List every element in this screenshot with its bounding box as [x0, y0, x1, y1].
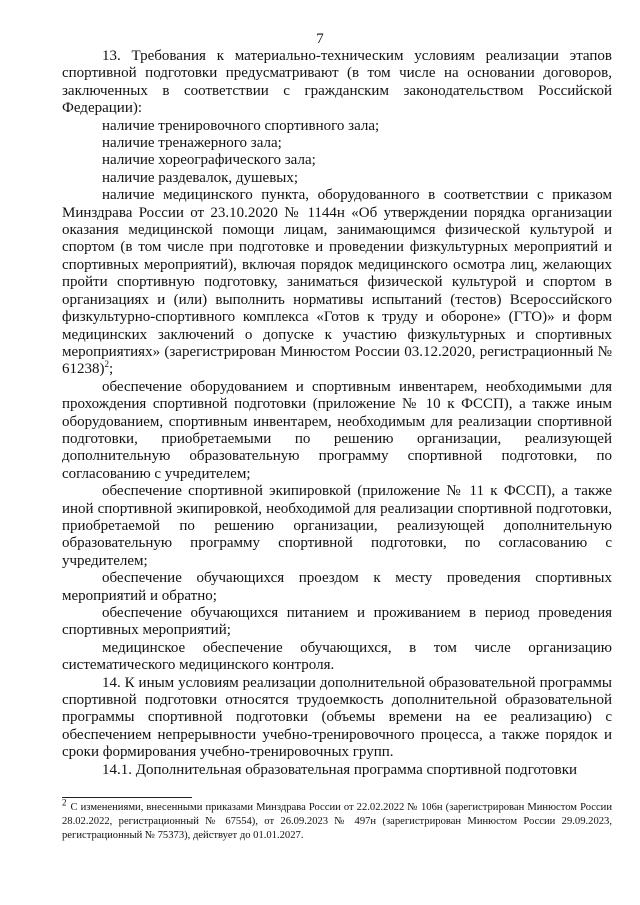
- paragraph-13-requirements: 13. Требования к материально-техническим условиям реализации этапов спортивной подготовки предусматривают (в том числе на основании договоров, заключенных в соответствии с гражданским законодательством Российской Федерации):: [62, 48, 612, 117]
- list-item-medical-point: [62, 187, 612, 378]
- footnote-reference: 2: [104, 359, 109, 370]
- list-item-gym: наличие тренажерного зала;: [102, 135, 282, 152]
- list-item-travel: обеспечение обучающихся проездом к месту проведения спортивных мероприятий и обратно;: [62, 570, 612, 604]
- document-body: [62, 48, 612, 779]
- footnote-marker: 2: [62, 797, 67, 808]
- paragraph-14-other-conditions: 14. К иным условиям реализации дополнительной образовательной программы спортивной подготовки относятся трудоемкость дополнительной образовательной программы спортивной подготовки (объемы времени на ее реализацию) с обеспечением непрерывности учебно-тренировочного процесса, а также порядок и сроки формирования учебно-тренировочных групп.: [62, 674, 612, 761]
- medical-point-text: наличие медицинского пункта, оборудованного в соответствии с приказом Минздрава России от 23.10.2020 № 1144н «Об утверждении порядка организации оказания медицинской помощи лицам, занимающимся физической культурой и спортом (в том числе при подготовке и проведении физкультурных мероприятий и спортивных мероприятий), включая порядок медицинского осмотра лиц, желающих пройти спортивную подготовку, заниматься физической культурой и спортом в организациях и (или) выполнить нормативы испытаний (тестов) Всероссийского физкультурно-спортивного комплекса «Готов к труду и обороне» (ГТО)» и форм медицинских заключений о допуске к участию физкультурных и спортивных мероприятиях» (зарегистрирован Минюстом России 03.12.2020, регистрационный № 61238): [62, 187, 612, 378]
- footnote-reference-suffix: ;: [109, 361, 114, 378]
- list-item-locker-rooms: наличие раздевалок, душевых;: [102, 169, 299, 186]
- paragraph-14-1: 14.1. Дополнительная образовательная программа спортивной подготовки: [102, 761, 578, 778]
- list-item-training-hall: наличие тренировочного спортивного зала;: [102, 117, 380, 134]
- list-item-equipment: обеспечение оборудованием и спортивным инвентарем, необходимыми для прохождения спортивной подготовки (приложение № 10 к ФССП), а также иным оборудованием, спортивным инвентарем, необходимым для реализации спортивной подготовки, приобретаемыми по решению организации, реализующей дополнительную образовательную программу спортивной подготовки, по согласованию с учредителем;: [62, 378, 612, 482]
- footnote-text: С изменениями, внесенными приказами Минздрава России от 22.02.2022 № 106н (зарегистрирован Минюстом России 28.02.2022, регистрационный № 67554), от 26.09.2023 № 497н (зарегистрирован Минюстом России 29.09.2023, регистрационный № 75373), действует до 01.01.2027.: [62, 802, 612, 841]
- list-item-sports-gear: обеспечение спортивной экипировкой (приложение № 11 к ФССП), а также иной спортивной экипировкой, необходимой для реализации спортивной подготовки, приобретаемой по решению организации, реализующей дополнительную образовательную программу спортивной подготовки, по согласованию с учредителем;: [62, 483, 612, 569]
- list-item-food-accommodation: обеспечение обучающихся питанием и проживанием в период проведения спортивных мероприятий;: [62, 605, 612, 639]
- page-number: 7: [316, 31, 324, 47]
- footnote: [62, 797, 612, 843]
- list-item-choreography-hall: наличие хореографического зала;: [102, 152, 316, 169]
- list-item-medical-support: медицинское обеспечение обучающихся, в том числе организацию систематического медицинского контроля.: [62, 639, 612, 674]
- footnote-divider: [62, 797, 192, 798]
